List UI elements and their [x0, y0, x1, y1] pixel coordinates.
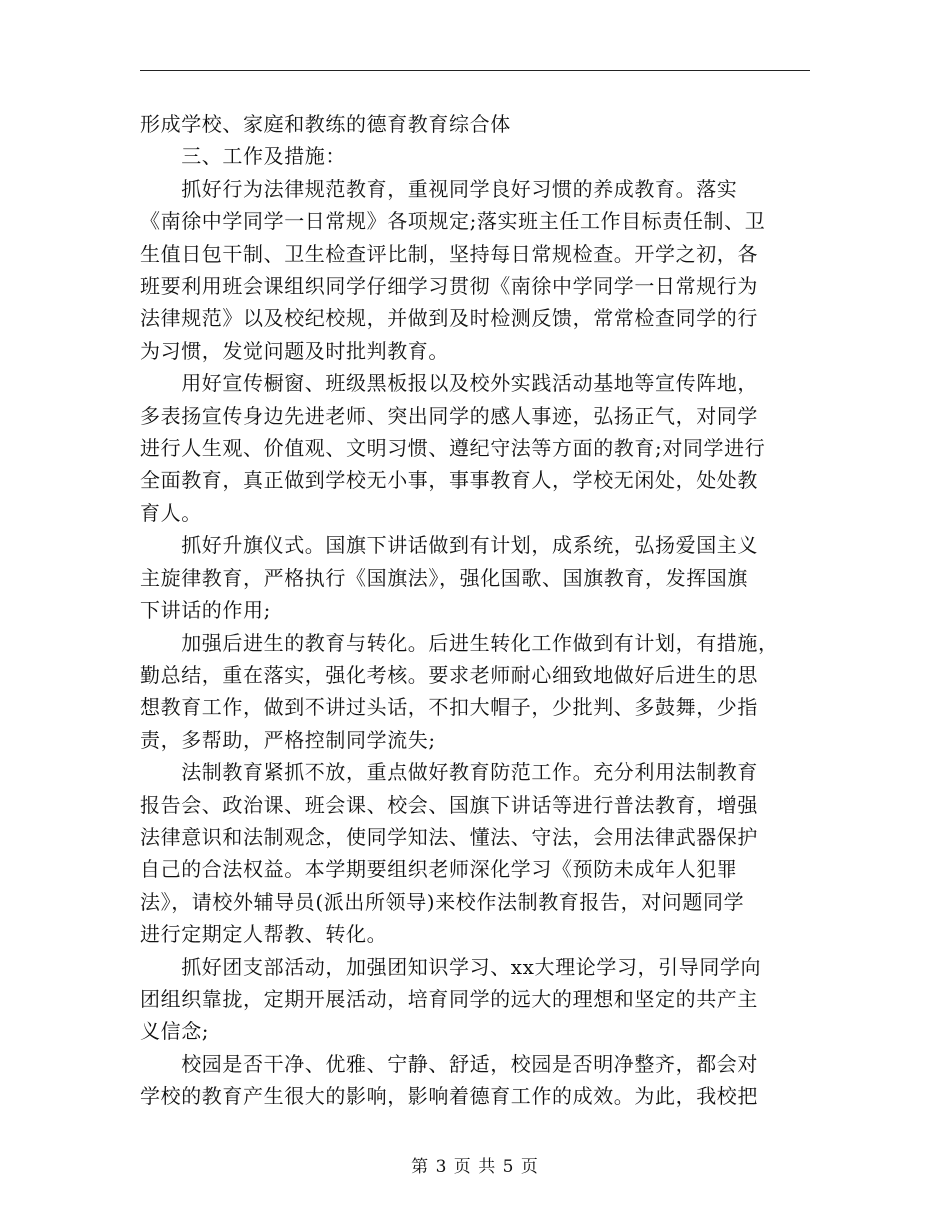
page-number-footer: 第 3 页 共 5 页 — [411, 1157, 539, 1177]
text-line: 义信念; — [140, 1019, 210, 1044]
text-line: 下讲话的作用; — [140, 598, 271, 623]
text-line: 校园是否干净、优雅、宁静、舒适，校园是否明净整齐，都会对 — [140, 1051, 758, 1076]
text-line: 法》，请校外辅导员(派出所领导)来校作法制教育报告，对问题同学 — [140, 889, 745, 914]
text-line: 班要利用班会课组织同学仔细学习贯彻《南徐中学同学一日常规行为 — [140, 274, 758, 299]
text-line: 法律规范》以及校纪校规，并做到及时检测反馈，常常检查同学的行 — [140, 306, 758, 331]
document-body — [140, 108, 812, 1113]
text-line: 进行定期定人帮教、转化。 — [140, 922, 388, 947]
text-line: 主旋律教育，严格执行《国旗法》，强化国歌、国旗教育，发挥国旗 — [140, 565, 748, 590]
text-line: 为习惯，发觉问题及时批判教育。 — [140, 338, 449, 363]
text-line: 《南徐中学同学一日常规》各项规定;落实班主任工作目标责任制、卫 — [140, 209, 766, 234]
text-line: 抓好团支部活动，加强团知识学习、xx大理论学习，引导同学向 — [140, 954, 762, 979]
text-line: 学校的教育产生很大的影响，影响着德育工作的成效。为此，我校把 — [140, 1084, 758, 1109]
text-line: 责，多帮助，严格控制同学流失; — [140, 727, 436, 752]
text-line: 报告会、政治课、班会课、校会、国旗下讲话等进行普法教育，增强 — [140, 792, 758, 817]
text-line: 全面教育，真正做到学校无小事，事事教育人，学校无闲处，处处教 — [140, 468, 758, 493]
text-line: 法制教育紧抓不放，重点做好教育防范工作。充分利用法制教育 — [140, 760, 758, 785]
text-line: 法律意识和法制观念，使同学知法、懂法、守法，会用法律武器保护 — [140, 824, 758, 849]
text-line: 三、工作及措施： — [140, 144, 346, 169]
header-rule — [140, 70, 810, 71]
text-line: 加强后进生的教育与转化。后进生转化工作做到有计划，有措施， — [140, 630, 779, 655]
text-line: 进行人生观、价值观、文明习惯、遵纪守法等方面的教育;对同学进行 — [140, 436, 766, 461]
text-line: 用好宣传橱窗、班级黑板报以及校外实践活动基地等宣传阵地， — [140, 371, 758, 396]
text-line: 自己的合法权益。本学期要组织老师深化学习《预防未成年人犯罪 — [140, 857, 738, 882]
text-line: 勤总结，重在落实，强化考核。要求老师耐心细致地做好后进生的思 — [140, 662, 758, 687]
text-line: 抓好行为法律规范教育，重视同学良好习惯的养成教育。落实 — [140, 176, 738, 201]
text-line: 团组织靠拢，定期开展活动，培育同学的远大的理想和坚定的共产主 — [140, 986, 758, 1011]
text-line: 生值日包干制、卫生检查评比制，坚持每日常规检查。开学之初，各 — [140, 241, 758, 266]
text-line: 多表扬宣传身边先进老师、突出同学的感人事迹，弘扬正气，对同学 — [140, 403, 758, 428]
text-line: 抓好升旗仪式。国旗下讲话做到有计划，成系统，弘扬爱国主义 — [140, 533, 758, 558]
text-line: 想教育工作，做到不讲过头话，不扣大帽子，少批判、多鼓舞，少指 — [140, 695, 758, 720]
text-line: 育人。 — [140, 500, 202, 525]
text-line: 形成学校、家庭和教练的德育教育综合体 — [140, 112, 511, 136]
